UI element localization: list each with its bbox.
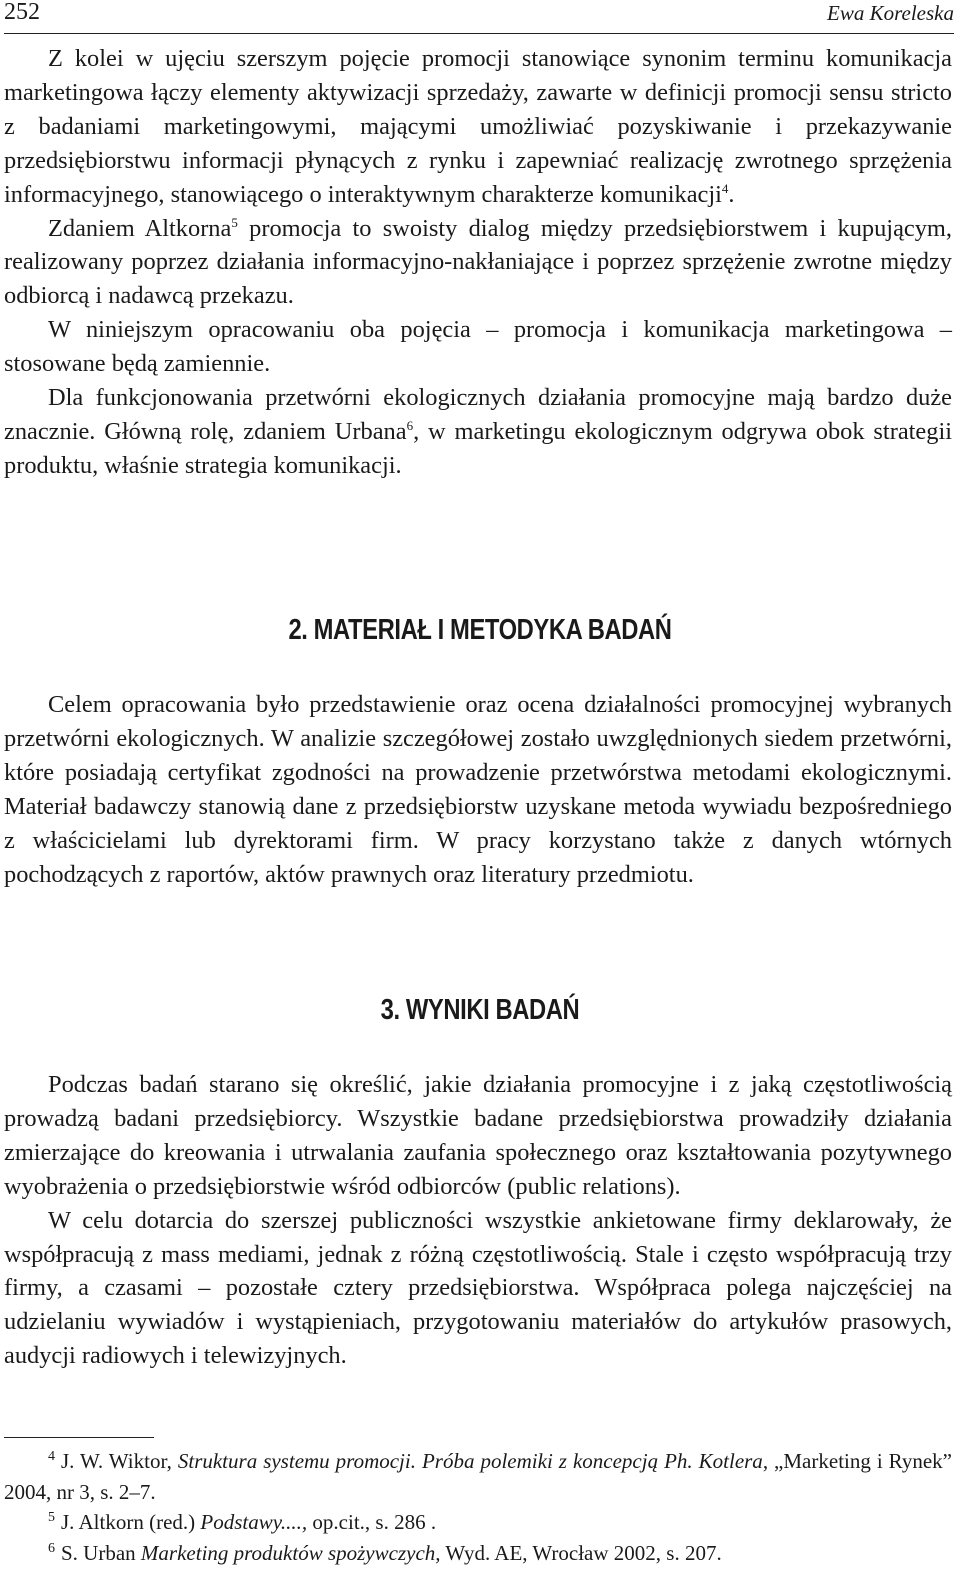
- paragraph: [4, 42, 952, 212]
- section-1-text: [4, 42, 952, 483]
- footnote-number: 6: [48, 1540, 55, 1556]
- paragraph: W celu dotarcia do szerszej publiczności wszystkie ankietowane firmy deklarowały, że współpracują z mass mediami, jednak z różną częstotliwością. Stale i często współpracują trzy firmy, a czasami – pozostałe cztery przedsiębiorstwa. Współpraca polega najczęściej na udzielaniu wywiadów i wystąpieniach, przygotowaniu materiałów do artykułów prasowych, audycji radiowych i telewizyjnych.: [4, 1206, 952, 1370]
- footnote-text: , „Marketing i Rynek” 2004, nr 3, s. 2–7.: [4, 1449, 952, 1504]
- section-2-text: [4, 688, 952, 891]
- footnote-5: [4, 1507, 952, 1538]
- paragraph: W niniejszym opracowaniu oba pojęcia – promocja i komunikacja marketingowa – stosowane będą zamiennie.: [4, 316, 952, 378]
- paragraph: Podczas badań starano się określić, jakie działania promocyjne i z jaką częstotliwością prowadzą badani przedsiębiorcy. Wszystkie badane przedsiębiorstwa prowadziły działania zmierzające do kreowania i utrwalania zaufania społecznego oraz kształtowania pozytywnego wyobrażenia o przedsiębiorstwie wśród odbiorców (public relations).: [4, 1071, 952, 1200]
- footnote-6: [4, 1538, 952, 1569]
- footnote-text: J. Altkorn (red.): [61, 1510, 201, 1534]
- footnote-text: Wyd. AE, Wrocław 2002, s. 207.: [440, 1540, 722, 1565]
- footnote-ref-5[interactable]: 5: [231, 214, 238, 230]
- paragraph-text: Zdaniem Altkorna: [48, 214, 232, 242]
- paragraph: [4, 381, 952, 483]
- header-rule: [4, 33, 954, 34]
- paragraph-text: , w marketingu ekologicznym odgrywa obok strategii produktu, właśnie strategia komunikacji.: [4, 417, 953, 479]
- footnote-ref-6[interactable]: 6: [406, 417, 414, 433]
- section-3-text: [4, 1068, 952, 1373]
- footnotes: [4, 1446, 952, 1568]
- running-head-author: Ewa Koreleska: [827, 1, 954, 25]
- footnote-title: Marketing produktów spożywczych,: [140, 1540, 441, 1565]
- paragraph-text: promocja to swoisty dialog między przedsiębiorstwem i kupującym, realizowany poprzez działania informacyjno-nakłaniające i poprzez sprzężenie zwrotne między odbiorcą i nadawcą przekazu.: [4, 214, 952, 310]
- paragraph: Celem opracowania było przedstawienie oraz ocena działalności promocyjnej wybranych przetwórni ekologicznych. W analizie szczegółowej zostało uwzględnionych siedem przetwórni, które posiadają certyfikat zgodności na prowadzenie przetwórstwa metodami ekologicznymi. Materiał badawczy stanowią dane z przedsiębiorstw uzyskane metoda wywiadu bezpośredniego z właścicielami lub dyrektorami firm. W pracy korzystano także z danych wtórnych pochodzących z raportów, aktów prawnych oraz literatury przedmiotu.: [4, 691, 952, 888]
- paragraph-text: Dla funkcjonowania przetwórni ekologicznych działania promocyjne mają bardzo duże znacznie. Główną rolę, zdaniem Urbana: [4, 384, 952, 445]
- paragraph-end: .: [728, 180, 735, 208]
- section-heading-results: 3. WYNIKI BADAŃ: [380, 994, 580, 1026]
- running-header: [4, 0, 954, 30]
- page-number: 252: [4, 0, 40, 25]
- footnote-title: Struktura systemu promocji. Próba polemiki z koncepcją Ph. Kotlera: [177, 1449, 763, 1473]
- footnote-text: op.cit., s. 286 .: [307, 1510, 437, 1534]
- footnote-number: 4: [48, 1449, 55, 1464]
- footnote-text: S. Urban: [61, 1540, 141, 1565]
- footnote-number: 5: [48, 1510, 55, 1525]
- paragraph-text: Z kolei w ujęciu szerszym pojęcie promocji stanowiące synonim terminu komunikacja marketingowa łączy elementy aktywizacji sprzedaży, zawarte w definicji promocji sensu stricto z badaniami marketingowymi, mającymi umożliwiać pozyskiwanie i przekazywanie przedsiębiorstwu informacji płynących z rynku i zapewniać realizację zwrotnego sprzężenia informacyjnego, stanowiącego o interaktywnym charakterze komunikacji: [4, 45, 952, 208]
- footnote-title: Podstawy....,: [200, 1510, 308, 1534]
- footnote-ref-4[interactable]: 4: [721, 180, 729, 196]
- paragraph: [4, 212, 952, 314]
- footnote-rule: [4, 1437, 154, 1438]
- footnote-4: [4, 1446, 952, 1507]
- section-heading-materials: 2. MATERIAŁ I METODYKA BADAŃ: [288, 614, 672, 646]
- footnote-text: J. W. Wiktor,: [61, 1449, 178, 1473]
